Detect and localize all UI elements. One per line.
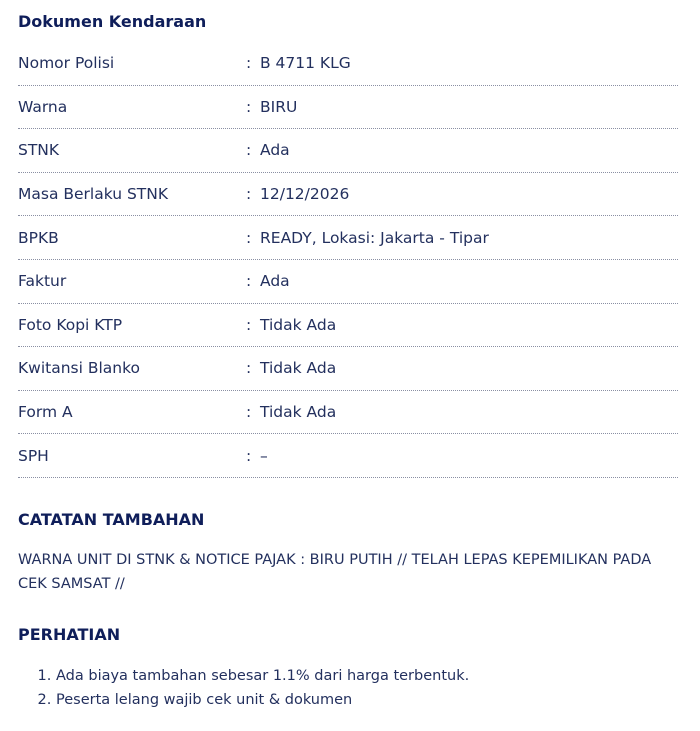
table-row: [18, 216, 678, 260]
document-table: [18, 42, 678, 478]
table-row: [18, 391, 678, 435]
row-value: READY, Lokasi: Jakarta - Tipar: [260, 228, 489, 247]
table-row: [18, 173, 678, 217]
row-separator: :: [246, 359, 252, 378]
row-label: Kwitansi Blanko: [18, 359, 141, 378]
table-row: [18, 260, 678, 304]
row-label: Foto Kopi KTP: [18, 315, 123, 334]
row-value: Tidak Ada: [260, 359, 337, 378]
row-value: Ada: [260, 272, 290, 291]
row-separator: :: [246, 185, 252, 204]
row-label: Faktur: [18, 272, 67, 291]
table-row: [18, 42, 678, 86]
table-row: [18, 304, 678, 348]
row-value: Ada: [260, 141, 290, 160]
row-separator: :: [246, 141, 252, 160]
row-value: –: [260, 446, 268, 465]
row-value: Tidak Ada: [260, 315, 337, 334]
notes-text: WARNA UNIT DI STNK & NOTICE PAJAK : BIRU PUTIH // TELAH LEPAS KEPEMILIKAN PADA CEK SAMSAT //: [18, 552, 652, 592]
row-label: SPH: [18, 446, 49, 465]
row-separator: :: [246, 272, 252, 291]
attention-section-title: PERHATIAN: [18, 625, 121, 644]
list-item: 2. Peserta lelang wajib cek unit & dokumen: [56, 688, 469, 712]
list-item: 1. Ada biaya tambahan sebesar 1.1% dari harga terbentuk.: [56, 664, 469, 688]
row-separator: :: [246, 315, 252, 334]
table-row: [18, 86, 678, 130]
table-row: [18, 129, 678, 173]
row-label: STNK: [18, 141, 60, 160]
row-separator: :: [246, 446, 252, 465]
row-value: BIRU: [260, 97, 298, 116]
row-label: Form A: [18, 403, 73, 422]
row-separator: :: [246, 228, 252, 247]
notes-section-title: CATATAN TAMBAHAN: [18, 510, 205, 529]
row-separator: :: [246, 403, 252, 422]
row-separator: :: [246, 97, 252, 116]
row-separator: :: [246, 54, 252, 73]
row-label: BPKB: [18, 228, 59, 247]
document-section-title: Dokumen Kendaraan: [18, 12, 207, 31]
attention-list: [18, 664, 469, 712]
row-label: Masa Berlaku STNK: [18, 185, 169, 204]
row-value: B 4711 KLG: [260, 54, 351, 73]
row-value: Tidak Ada: [260, 403, 337, 422]
row-label: Warna: [18, 97, 68, 116]
table-row: [18, 347, 678, 391]
table-row: [18, 434, 678, 478]
row-label: Nomor Polisi: [18, 54, 115, 73]
row-value: 12/12/2026: [260, 185, 350, 204]
